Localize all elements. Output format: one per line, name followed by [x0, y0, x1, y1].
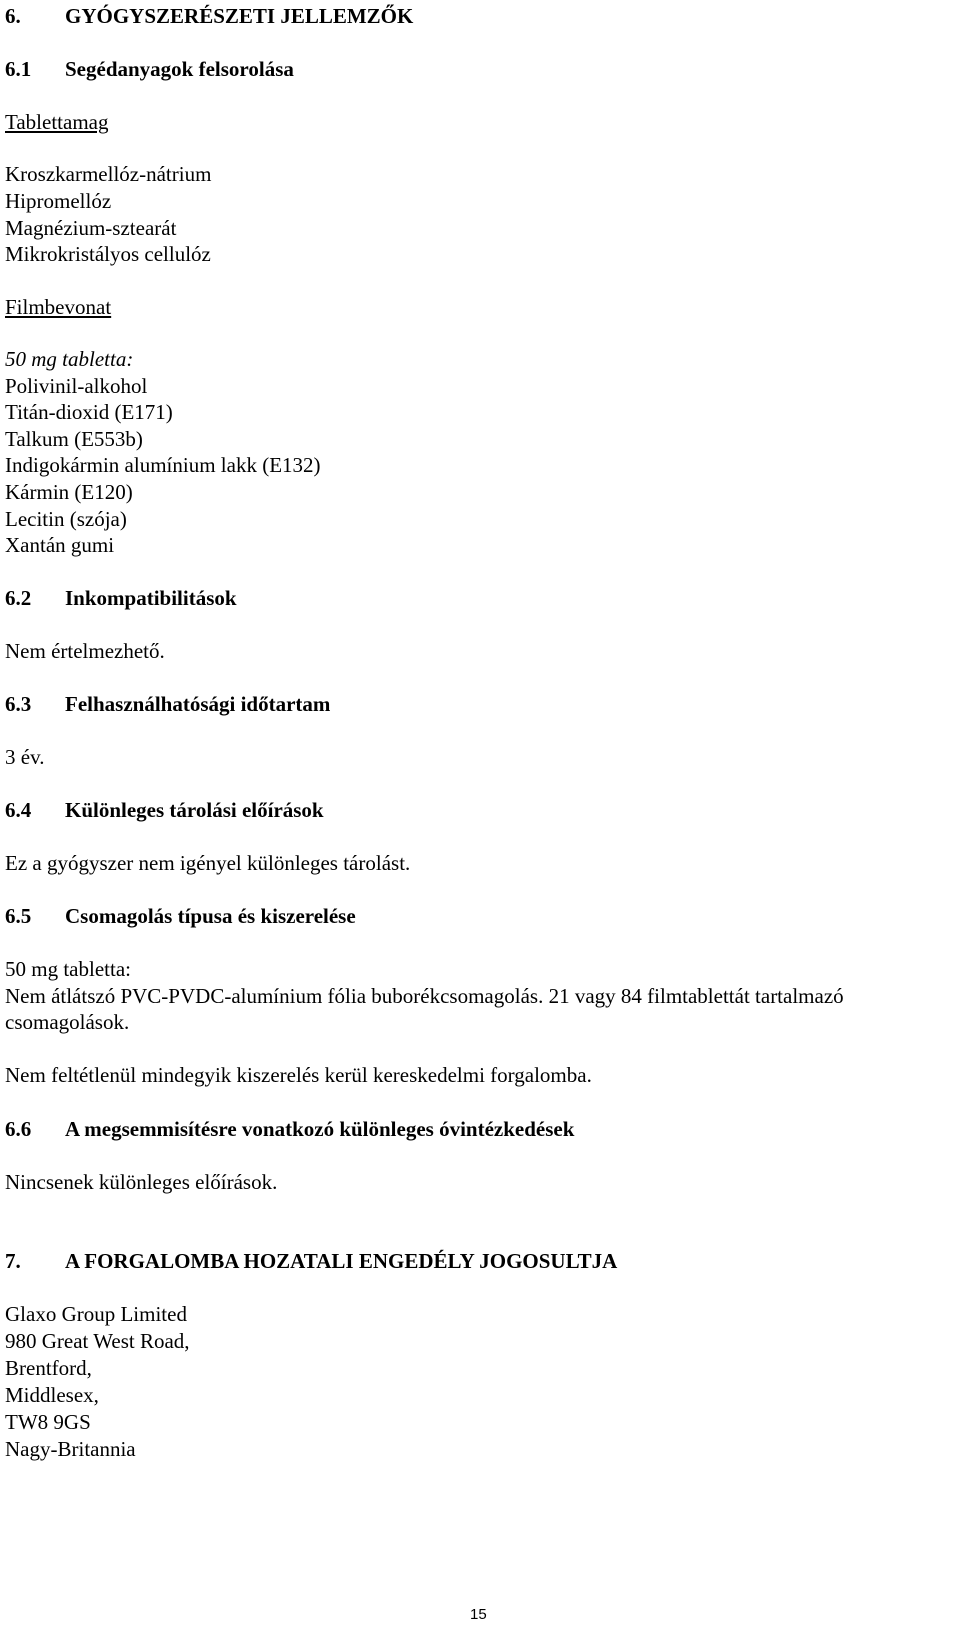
excipient-item: Indigokármin alumínium lakk (E132) [5, 453, 321, 477]
section-6-heading: 6. GYÓGYSZERÉSZETI JELLEMZŐK [5, 4, 414, 28]
section-6-2-heading: 6.2 Inkompatibilitások [5, 586, 237, 610]
excipient-item: Kroszkarmellóz-nátrium [5, 162, 212, 186]
address-line: Glaxo Group Limited [5, 1302, 187, 1326]
excipient-item: Magnézium-sztearát [5, 216, 177, 240]
excipient-item: Hipromellóz [5, 189, 112, 213]
section-6-5-line: csomagolások. [5, 1010, 130, 1034]
section-6-5-heading: 6.5 Csomagolás típusa és kiszerelése [5, 904, 356, 928]
section-6-3-text: 3 év. [5, 745, 45, 769]
section-6-6-text: Nincsenek különleges előírások. [5, 1170, 278, 1194]
section-6-4-heading: 6.4 Különleges tárolási előírások [5, 798, 324, 822]
section-6-4-text: Ez a gyógyszer nem igényel különleges tárolást. [5, 851, 411, 875]
section-7-heading: 7. A FORGALOMBA HOZATALI ENGEDÉLY JOGOSULTJA [5, 1249, 618, 1273]
section-6-1-heading: 6.1 Segédanyagok felsorolása [5, 57, 294, 81]
section-6-3-heading: 6.3 Felhasználhatósági időtartam [5, 692, 331, 716]
address-line: Nagy-Britannia [5, 1437, 136, 1461]
address-line: Middlesex, [5, 1383, 99, 1407]
address-line: 980 Great West Road, [5, 1329, 190, 1353]
section-6-2-text: Nem értelmezhető. [5, 639, 165, 663]
section-6-5-line: 50 mg tabletta: [5, 957, 131, 981]
section-6-5-line: Nem átlátszó PVC-PVDC-alumínium fólia buborékcsomagolás. 21 vagy 84 filmtablettát tartalmazó [5, 984, 844, 1008]
excipient-item: Talkum (E553b) [5, 427, 143, 451]
excipient-item: Kármin (E120) [5, 480, 133, 504]
section-6-6-heading: 6.6 A megsemmisítésre vonatkozó különleges óvintézkedések [5, 1117, 575, 1141]
excipient-item: Polivinil-alkohol [5, 374, 148, 398]
tablet-core-heading: Tablettamag [5, 110, 109, 134]
film-coat-heading: Filmbevonat [5, 295, 112, 319]
excipient-item: Titán-dioxid (E171) [5, 400, 173, 424]
section-6-5-line: Nem feltétlenül mindegyik kiszerelés kerül kereskedelmi forgalomba. [5, 1063, 592, 1087]
address-line: TW8 9GS [5, 1410, 91, 1434]
excipient-item: Lecitin (szója) [5, 507, 127, 531]
page-number: 15 [470, 1606, 487, 1623]
excipient-item: Xantán gumi [5, 533, 115, 557]
address-line: Brentford, [5, 1356, 92, 1380]
excipient-item: Mikrokristályos cellulóz [5, 242, 211, 266]
film-coat-subheading: 50 mg tabletta: [5, 347, 134, 371]
